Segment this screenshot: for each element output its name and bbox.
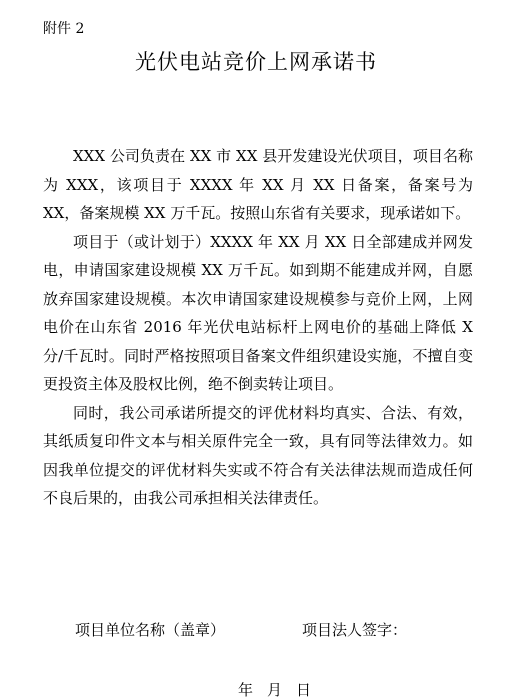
document-title: 光伏电站竞价上网承诺书	[135, 50, 377, 74]
signature-legal-rep-label: 项目法人签字：	[302, 621, 408, 639]
paragraph-grid-commitment: 项目于（或计划于）XXXX 年 XX 月 XX 日全部建成并网发电，申请国家建设规模 XX 万千瓦。如到期不能建成并网，自愿放弃国家建设规模。本次申请国家建设规模参与竞价上网，上网电价在山东省 2016 年光伏电站标杆上网电价的基础上降低 X 分/千瓦时。同时严格按照项目备案文件组织建设实施，不擅自变更投资主体及股权比例，绝不倒卖转让项目。	[43, 232, 473, 393]
paragraph-project-info: XXX 公司负责在 XX 市 XX 县开发建设光伏项目，项目名称为 XXX，该项目于 XXXX 年 XX 月 XX 日备案，备案号为 XX，备案规模 XX 万千瓦。按照山东省有关要求，现承诺如下。	[43, 147, 473, 222]
paragraph-material-commitment: 同时，我公司承诺所提交的评优材料均真实、合法、有效，其纸质复印件文本与相关原件完全一致，具有同等法律效力。如因我单位提交的评优材料失实或不符合有关法律法规而造成任何不良后果的，由我公司承担相关法律责任。	[43, 403, 473, 507]
date-label: 年月日	[238, 681, 326, 699]
attachment-label: 附件 2	[43, 21, 85, 37]
signature-unit-label: 项目单位名称（盖章）	[75, 621, 226, 639]
document-body	[43, 142, 473, 513]
